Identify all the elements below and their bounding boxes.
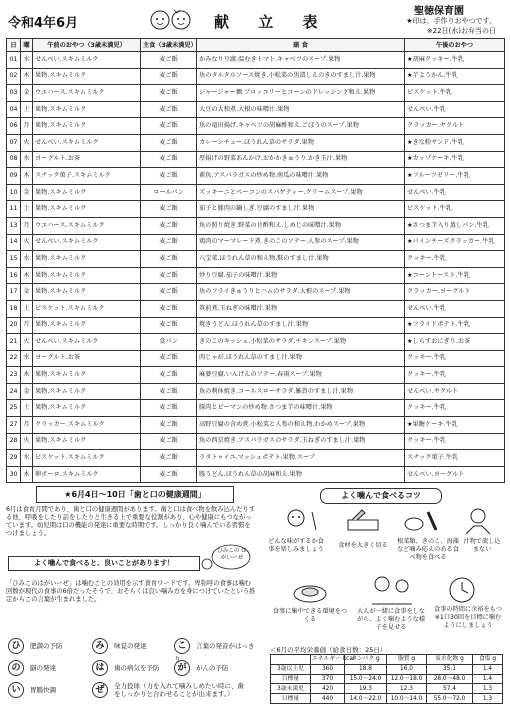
nutrition-col-header: タンパク g: [345, 655, 387, 665]
menu-row: [7, 450, 505, 467]
menu-cell: ★胡麻クッキー.牛乳: [405, 52, 505, 69]
nutrition-cell: 10.0〜14.0: [387, 694, 427, 704]
week-text: 6月は食育月間であり、歯と口の健康週間があります。歯と口は食べ物を飲み込んだりする他、呼吸をしたり話をしたりと生きる上で重要な役割があり、心や健康にもつながっています。幼児期は口の機能の発達に重要な時期です。しっかり良く噛んでいる習慣をつけましょう。: [6, 506, 256, 537]
menu-cell: きのこのキッシュ.小松菜のサラダ.チキンスープ.果物: [197, 334, 405, 351]
menu-cell: せんべい.スキムミルク: [33, 134, 141, 151]
menu-cell: クッキー.牛乳: [405, 433, 505, 450]
nutrition-cell: 14.0〜22.0: [345, 694, 387, 704]
nutrition-cell: 35.1: [427, 664, 473, 674]
menu-cell: 土: [21, 300, 33, 317]
effect-label: 胃腸快調: [30, 686, 56, 694]
menu-cell: ウエハース.スキムミルク: [33, 217, 141, 234]
menu-cell: 13: [7, 217, 21, 234]
health-week-section: [6, 484, 256, 724]
menu-cell: 03: [7, 85, 21, 102]
effect-label: 脳の発達: [30, 664, 56, 672]
menu-cell: 果物.スキムミルク: [33, 184, 141, 201]
menu-row: [7, 68, 505, 85]
menu-cell: 果物.スキムミルク: [33, 101, 141, 118]
menu-col-header: 日: [7, 39, 21, 52]
menu-row: [7, 251, 505, 268]
nutrition-cell: 目標量: [271, 674, 311, 684]
nutrition-cell: 19.3: [345, 684, 387, 694]
effect-char: が: [174, 660, 190, 676]
effect-label: 歯の病気を予防: [114, 664, 160, 672]
menu-cell: 麦ご飯: [141, 217, 197, 234]
tips-title: よく噛んで食べるコツ: [320, 488, 442, 504]
menu-cell: 木: [21, 466, 33, 483]
menu-cell: クッキー.牛乳: [405, 400, 505, 417]
menu-cell: 豚肉とピーマンの炒め物.さつま芋の味噌汁.果物: [197, 400, 405, 417]
menu-row: [7, 383, 505, 400]
menu-cell: 水: [21, 52, 33, 69]
menu-cell: 27: [7, 417, 21, 434]
tip-5: 食事に集中できる環境をつくる: [272, 608, 348, 623]
menu-row: [7, 317, 505, 334]
menu-row: [7, 433, 505, 450]
menu-cell: 月: [21, 217, 33, 234]
menu-cell: 麦ご飯: [141, 234, 197, 251]
effect-label: がんの予防: [196, 664, 229, 672]
menu-cell: 17: [7, 284, 21, 301]
nutrition-cell: 360: [311, 664, 345, 674]
menu-cell: 月: [21, 317, 33, 334]
menu-cell: 大豆の大和煮.大根の味噌汁.果物: [197, 101, 405, 118]
nutrition-header-row: [271, 655, 503, 665]
menu-row: [7, 300, 505, 317]
family-eating-icon: [370, 574, 414, 606]
menu-cell: ★さつま芋入り蒸しパン.牛乳: [405, 217, 505, 234]
nutrition-cell: 3歳未満児: [271, 684, 311, 694]
menu-cell: 24: [7, 383, 21, 400]
nutrition-cell: 420: [311, 684, 345, 694]
menu-cell: 肉じゃが.ほうれん草のすまし汁.果物: [197, 350, 405, 367]
menu-cell: 土: [21, 400, 33, 417]
menu-row: [7, 85, 505, 102]
bubble-text: ひみこの はがいーぜ: [217, 548, 247, 561]
menu-cell: 豚うどん.ほうれん草の胡麻和え.果物: [197, 466, 405, 483]
menu-cell: 魚の利休焼き.コールスローサラダ.雑貨のすまし汁.果物: [197, 383, 405, 400]
menu-cell: 30: [7, 466, 21, 483]
menu-cell: 20: [7, 317, 21, 334]
menu-cell: 水: [21, 151, 33, 168]
effect-char: い: [8, 682, 24, 698]
nutrition-cell: 12.3: [387, 684, 427, 694]
menu-cell: 09: [7, 168, 21, 185]
menu-cell: 卵ボーロ.スキムミルク: [33, 466, 141, 483]
menu-cell: クッキー.牛乳: [405, 251, 505, 268]
menu-cell: 金: [21, 184, 33, 201]
nutrition-col-header: 脂質 g: [387, 655, 427, 665]
nutrition-cell: 12.0〜18.0: [387, 674, 427, 684]
menu-row: [7, 350, 505, 367]
tip-7: 食事の時間に余裕をもつ ※1口30回を目標に噛むようにしましょう: [433, 606, 503, 629]
menu-row: [7, 400, 505, 417]
menu-cell: 麦ご飯: [141, 433, 197, 450]
menu-cell: 02: [7, 68, 21, 85]
menu-cell: ★果糖ケーキ.牛乳: [405, 417, 505, 434]
effect-char: こ: [174, 638, 190, 654]
menu-cell: 麦ご飯: [141, 267, 197, 284]
menu-cell: 14: [7, 234, 21, 251]
handmade-note: ★印は、手作りおやつです。: [406, 17, 496, 25]
menu-cell: 金: [21, 383, 33, 400]
menu-cell: 月: [21, 417, 33, 434]
menu-cell: クラッカー.ヨーグルト: [405, 284, 505, 301]
menu-cell: 果物.スキムミルク: [33, 267, 141, 284]
menu-cell: 木: [21, 168, 33, 185]
menu-cell: 木: [21, 68, 33, 85]
nutrition-title: ＜6月の平均栄養価（給食日数：25日）: [270, 646, 387, 654]
menu-cell: ヨーグルト.お茶: [33, 151, 141, 168]
nutrition-cell: 1.3: [473, 684, 503, 694]
nutrition-cell: 15.0〜24.0: [345, 674, 387, 684]
school-name: 聖徳保育園: [414, 6, 464, 17]
nutrition-row: [271, 684, 503, 694]
menu-cell: 筑前煮.玉ねぎの味噌汁.果物: [197, 300, 405, 317]
menu-cell: 麦ご飯: [141, 466, 197, 483]
menu-cell: 木: [21, 267, 33, 284]
header: [6, 2, 504, 38]
menu-cell: 麦ご飯: [141, 134, 197, 151]
menu-cell: 木: [21, 367, 33, 384]
menu-cell: スナック菓子.スキムミルク: [33, 168, 141, 185]
menu-cell: 果物.スキムミルク: [33, 400, 141, 417]
menu-cell: 麦ご飯: [141, 417, 197, 434]
menu-cell: 16: [7, 267, 21, 284]
menu-cell: クラッカー.ヤクルト: [405, 118, 505, 135]
nutrition-col-header: 炭水化物 g: [427, 655, 473, 665]
menu-cell: 果物.スキムミルク: [33, 118, 141, 135]
menu-cell: 11: [7, 201, 21, 218]
menu-cell: スナック菓子.牛乳: [405, 450, 505, 467]
nutrition-cell: 目標量: [271, 694, 311, 704]
menu-cell: 麦ご飯: [141, 383, 197, 400]
nutrition-cell: 3歳以上児: [271, 664, 311, 674]
menu-cell: ★きな粉サンド.牛乳: [405, 134, 505, 151]
menu-cell: 麦ご飯: [141, 85, 197, 102]
menu-cell: カレーシチュー.ほうれん草のサラダ.果物: [197, 134, 405, 151]
menu-cell: 麦ご飯: [141, 118, 197, 135]
menu-col-header: 曜: [21, 39, 33, 52]
menu-cell: 食パン: [141, 334, 197, 351]
menu-cell: せんべい.ヨーグルト: [405, 466, 505, 483]
chew-benefits-title: よく噛んで食べると、良いことがあります！: [8, 556, 200, 571]
menu-cell: ★フライドポテト.牛乳: [405, 317, 505, 334]
nutrition-cell: 18.8: [345, 664, 387, 674]
menu-row: [7, 118, 505, 135]
menu-cell: 果物.スキムミルク: [33, 201, 141, 218]
menu-cell: ズッキーニとベーコンのスパゲティー.クリームスープ.果物: [197, 184, 405, 201]
nutrition-cell: 440: [311, 694, 345, 704]
menu-col-header: 副 食: [197, 39, 405, 52]
menu-cell: 麦ご飯: [141, 284, 197, 301]
effect-item: [92, 638, 147, 654]
menu-cell: 麦ご飯: [141, 168, 197, 185]
menu-col-header: 午前のおやつ（3歳未満児）: [33, 39, 141, 52]
menu-cell: 果物.スキムミルク: [33, 317, 141, 334]
menu-col-header: 午後のおやつ: [405, 39, 505, 52]
menu-cell: 魚の竜田揚げ.キャベツの胡麻酢和え.ごぼうのスープ.果物: [197, 118, 405, 135]
menu-cell: 魚の西京焼き.アスパラガスのサラダ.玉ねぎのすまし汁.果物: [197, 433, 405, 450]
menu-row: [7, 168, 505, 185]
effect-char: ぜ: [92, 682, 108, 698]
menu-cell: 麻婆豆腐.いんげんのソテー.春雨スープ.果物: [197, 367, 405, 384]
menu-cell: せんべい.ヤクルト: [405, 383, 505, 400]
menu-row: [7, 417, 505, 434]
month-title: 令和4年6月: [8, 16, 79, 31]
menu-table: [6, 38, 505, 483]
tip-4: 汁物で流し込まない: [463, 538, 501, 553]
menu-cell: 23: [7, 367, 21, 384]
nutrition-cell: 16.0: [387, 664, 427, 674]
menu-cell: 麦ご飯: [141, 300, 197, 317]
menu-cell: せんべい.スキムミルク: [33, 52, 141, 69]
vegetables-icon: [402, 506, 442, 534]
effect-item: [92, 682, 252, 698]
effect-label: 全力投球（力を入れて噛みしめたい時に、歯をしっかりと合わせることが出来ます。）: [114, 682, 244, 698]
menu-cell: 魚のタルタルソース焼き.小松菜の黒漬しえのきのすまし汁.果物: [197, 68, 405, 85]
menu-cell: 火: [21, 334, 33, 351]
menu-cell: 04: [7, 101, 21, 118]
menu-cell: せんべい.牛乳: [405, 300, 505, 317]
menu-row: [7, 52, 505, 69]
menu-cell: 水: [21, 251, 33, 268]
menu-cell: 茄子と豚肉の鍋しぎ.豆腐のすまし汁.果物: [197, 201, 405, 218]
menu-cell: 月: [21, 118, 33, 135]
no-soup-child-icon: [458, 506, 498, 536]
effect-item: [8, 682, 56, 698]
menu-row: [7, 201, 505, 218]
menu-cell: 08: [7, 151, 21, 168]
lunchbox-note: ※22日(水)お弁当の日: [426, 27, 496, 35]
menu-cell: 果物.スキムミルク: [33, 433, 141, 450]
menu-cell: ロールパン: [141, 184, 197, 201]
menu-cell: 15: [7, 251, 21, 268]
menu-cell: 金: [21, 85, 33, 102]
menu-cell: 八宝菜.ほうれん草の和え物.麩のすまし汁.果物: [197, 251, 405, 268]
menu-cell: かみなり豆腐.温むきトマト.キャベツのスープ.果物: [197, 52, 405, 69]
nutrition-row: [271, 674, 503, 684]
menu-cell: クッキー.牛乳: [405, 350, 505, 367]
tip-6: 大人が一緒に食事をしながら、よく噛むような様子を見せる: [356, 608, 426, 631]
menu-cell: 25: [7, 400, 21, 417]
menu-cell: 01: [7, 52, 21, 69]
menu-row: [7, 267, 505, 284]
menu-cell: 10: [7, 184, 21, 201]
menu-cell: 焼きうどん.ほうれん草のすまし汁.果物: [197, 317, 405, 334]
menu-cell: 素魚.アスパラガスの炒め物.南瓜の味噌汁.果物: [197, 168, 405, 185]
menu-row: [7, 234, 505, 251]
himiko-text: 「ひみこのはがいーぜ」は噛むことの効用を示す食育ワードです。卑弥呼の食事は噛む回数が現代の食事の6倍だったそうで、おそらくは良い噛み方を身につけていたという推定からこの言葉が生まれました。: [6, 580, 256, 603]
menu-cell: 果物.スキムミルク: [33, 367, 141, 384]
menu-cell: ラタトゥイユ.マッシュポテト.果物.スープ: [197, 450, 405, 467]
nutrition-cell: 1.4: [473, 674, 503, 684]
effect-char: ひ: [8, 638, 24, 654]
menu-cell: 鶏肉のマーマレード煮.きのこのソテー.人参のスープ.果物: [197, 234, 405, 251]
effect-label: 肥満の予防: [30, 642, 63, 650]
menu-cell: 火: [21, 433, 33, 450]
nutrition-cell: 57.4: [427, 684, 473, 694]
menu-cell: ビスケット.牛乳: [405, 85, 505, 102]
tip-1: どんな味がするか食事を楽しみましょう: [268, 538, 324, 553]
meal-plate-icon: [290, 576, 330, 606]
menu-cell: 厚揚げの野菜あんかけ.おかかきゅうり.かき玉汁.果物: [197, 151, 405, 168]
menu-cell: 麦ご飯: [141, 151, 197, 168]
menu-cell: せんべい.牛乳: [405, 101, 505, 118]
effect-item: [8, 638, 63, 654]
menu-cell: 火: [21, 234, 33, 251]
effect-label: 味覚の発達: [114, 642, 147, 650]
nutrition-row: [271, 694, 503, 704]
menu-col-header: 主食（3歳未満児）: [141, 39, 197, 52]
himiko-bubble: [201, 542, 251, 572]
menu-row: [7, 184, 505, 201]
nutrition-cell: 55.0〜72.0: [427, 694, 473, 704]
nutrition-cell: 28.0〜48.0: [427, 674, 473, 684]
menu-cell: 魚の照り焼き.野菜の甘酢和え.しめじの味噌汁.果物: [197, 217, 405, 234]
menu-cell: 22: [7, 350, 21, 367]
menu-cell: 18: [7, 300, 21, 317]
menu-row: [7, 101, 505, 118]
page-title: 献 立 表: [214, 13, 330, 31]
menu-cell: 麦ご飯: [141, 101, 197, 118]
menu-cell: ビスケット.牛乳: [405, 201, 505, 218]
menu-cell: ビスケット.スキムミルク: [33, 450, 141, 467]
tip-2: 食材を大きく切る: [338, 542, 388, 549]
eating-child-icon: [282, 506, 322, 536]
menu-header-row: [7, 39, 505, 52]
menu-cell: ヨーグルト.お茶: [33, 350, 141, 367]
menu-cell: ウエハース.スキムミルク: [33, 85, 141, 102]
menu-cell: クッキー.牛乳: [405, 367, 505, 384]
nutrition-col-header: 食塩 g: [473, 655, 503, 665]
menu-cell: 果物.スキムミルク: [33, 284, 141, 301]
menu-row: [7, 151, 505, 168]
menu-cell: 水: [21, 350, 33, 367]
effect-item: [92, 660, 160, 676]
week-title: ★6月4日〜10日「歯と口の健康週間」: [36, 486, 234, 503]
nutrition-cell: 1.4: [473, 664, 503, 674]
menu-cell: ★しらすおにぎり.お茶: [405, 334, 505, 351]
menu-cell: 麦ご飯: [141, 350, 197, 367]
cutting-board-icon: [344, 508, 384, 534]
menu-row: [7, 284, 505, 301]
menu-row: [7, 367, 505, 384]
nutrition-cell: 370: [311, 674, 345, 684]
clock-icon: [442, 576, 482, 604]
effect-char: は: [92, 660, 108, 676]
menu-cell: ★パインチーズクラッカー.牛乳: [405, 234, 505, 251]
menu-cell: 麦ご飯: [141, 251, 197, 268]
menu-cell: 土: [21, 201, 33, 218]
menu-cell: 07: [7, 134, 21, 151]
menu-cell: ★カップケーキ.牛乳: [405, 151, 505, 168]
menu-cell: 魚のフライきゅうりとハムのサラダ.大根のスープ.果物: [197, 284, 405, 301]
menu-cell: 28: [7, 433, 21, 450]
menu-row: [7, 334, 505, 351]
children-faces-icon: [148, 6, 194, 34]
menu-cell: ★コーントースト.牛乳: [405, 267, 505, 284]
menu-cell: 麦ご飯: [141, 367, 197, 384]
menu-cell: 21: [7, 334, 21, 351]
menu-row: [7, 466, 505, 483]
menu-cell: 麦ご飯: [141, 201, 197, 218]
menu-row: [7, 217, 505, 234]
menu-cell: 麦ご飯: [141, 68, 197, 85]
effect-char: み: [92, 638, 108, 654]
menu-cell: せんべい.スキムミルク: [33, 334, 141, 351]
menu-cell: 火: [21, 134, 33, 151]
menu-cell: 水: [21, 450, 33, 467]
menu-cell: 麦ご飯: [141, 400, 197, 417]
menu-cell: ★芋ようかん.牛乳: [405, 68, 505, 85]
menu-cell: 果物.スキムミルク: [33, 68, 141, 85]
menu-cell: 果物.スキムミルク: [33, 251, 141, 268]
menu-cell: 金: [21, 284, 33, 301]
menu-cell: 果物.スキムミルク: [33, 383, 141, 400]
nutrition-cell: 1.3: [473, 694, 503, 704]
menu-cell: 06: [7, 118, 21, 135]
menu-cell: せんべい.牛乳: [405, 184, 505, 201]
menu-cell: 麦ご飯: [141, 317, 197, 334]
nutrition-table: [270, 654, 503, 704]
effect-item: [174, 660, 229, 676]
menu-cell: クラッカー.スキムミルク: [33, 417, 141, 434]
effect-label: 言葉の発音がはっきり: [174, 642, 255, 663]
menu-cell: 高野豆腐の含め煮.小松菜と人参の和え物.わかめスープ.果物: [197, 417, 405, 434]
chewing-tips-section: [262, 484, 504, 724]
menu-cell: 土: [21, 101, 33, 118]
effect-char: の: [8, 660, 24, 676]
nutrition-col-header: [271, 655, 311, 665]
effect-item: [8, 660, 56, 676]
tip-3: 根菜類、きのこ、海藻など噛み応えのある食べ物を食べる: [397, 538, 459, 561]
menu-row: [7, 134, 505, 151]
menu-cell: 炒り豆腐.茄子の味噌汁.果物: [197, 267, 405, 284]
menu-cell: 麦ご飯: [141, 52, 197, 69]
nutrition-row: [271, 664, 503, 674]
nutrition-col-header: エネルギー kcal: [312, 656, 355, 663]
menu-cell: 29: [7, 450, 21, 467]
menu-cell: ★フルーツゼリー.牛乳: [405, 168, 505, 185]
menu-cell: ビスケット.スキムミルク: [33, 300, 141, 317]
menu-cell: せんべい.スキムミルク: [33, 234, 141, 251]
menu-cell: ジャージャー麺.ブロッコリーとコーンのドレッシング和え.果物: [197, 85, 405, 102]
menu-cell: 麦ご飯: [141, 450, 197, 467]
